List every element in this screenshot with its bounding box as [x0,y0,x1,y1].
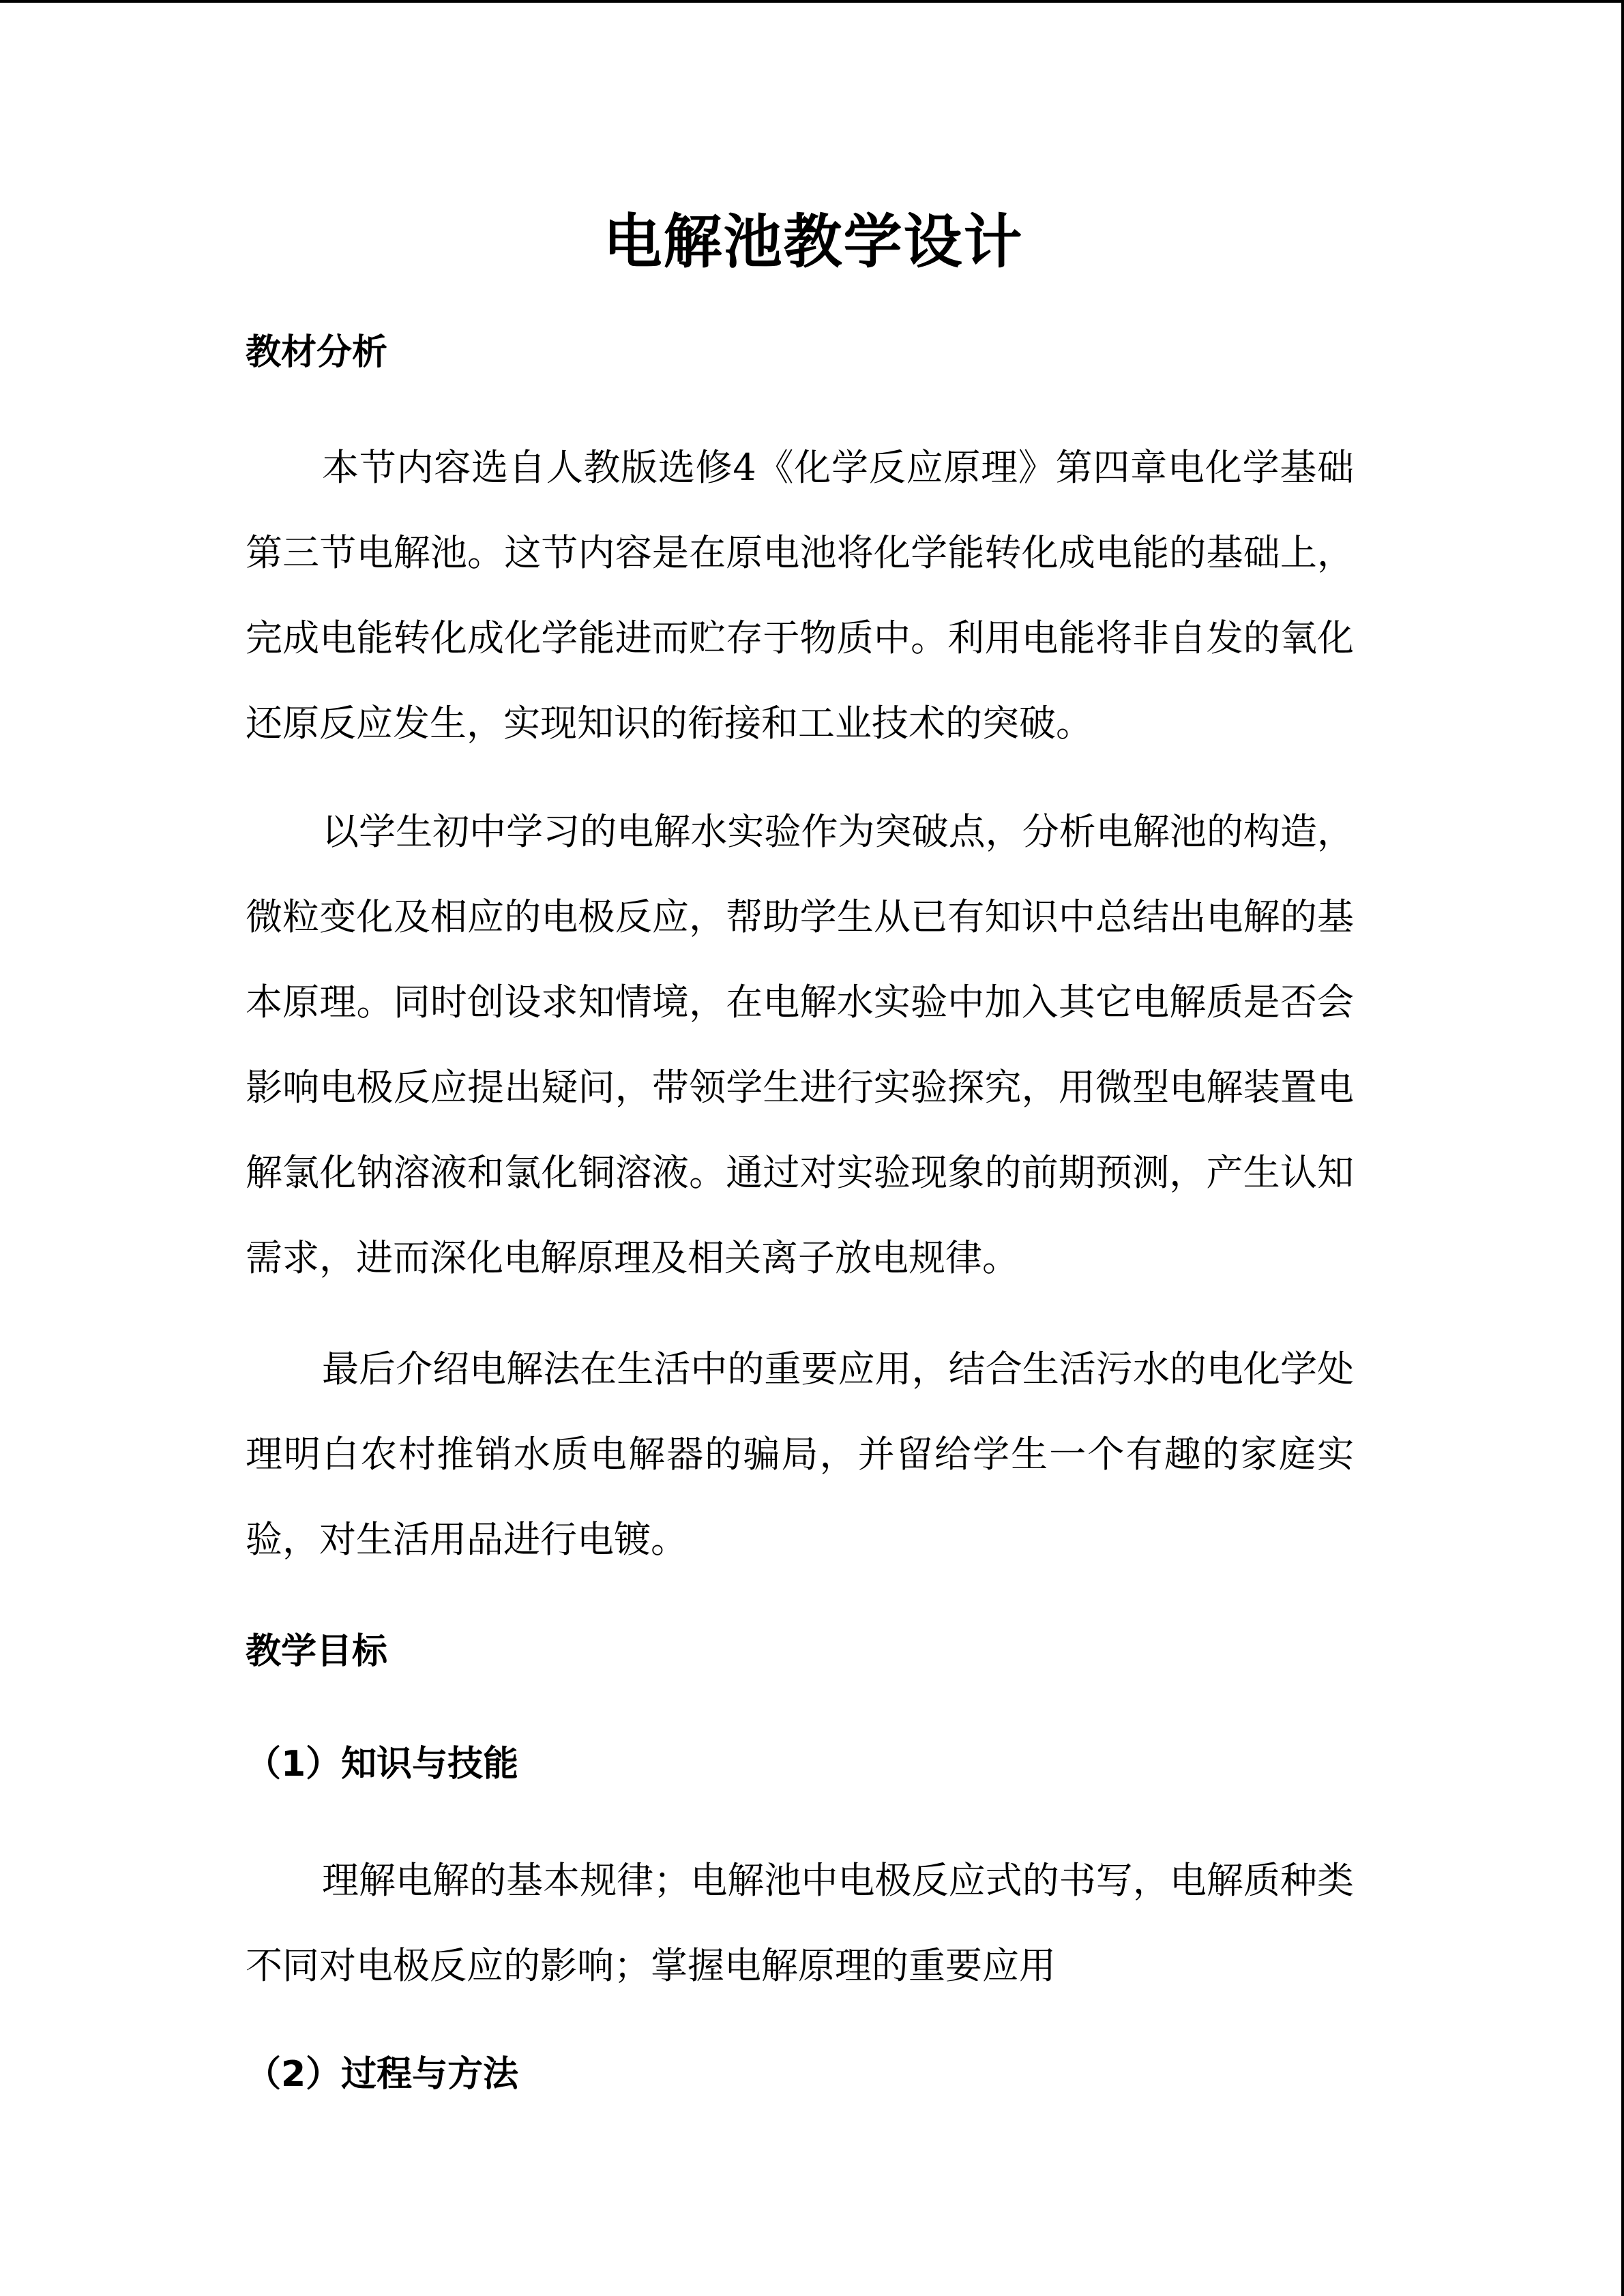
document-title: 电解池教学设计 [603,207,1024,276]
paragraph-knowledge-skills: 理解电解的基本规律；电解池中电极反应式的书写，电解质种类不同对电极反应的影响；掌握电解原理的重要应用 [246,1859,1354,1987]
paragraph-material-analysis-1: 本节内容选自人教版选修4《化学反应原理》第四章电化学基础第三节电解池。这节内容是在原电池将化学能转化成电能的基础上，完成电能转化成化学能进而贮存于物质中。利用电能将非自发的氧化还原反应发生，实现知识的衔接和工业技术的突破。 [246,446,1354,745]
page-top-border [0,0,1624,3]
paragraph-material-analysis-2: 以学生初中学习的电解水实验作为突破点，分析电解池的构造，微粒变化及相应的电极反应，帮助学生从已有知识中总结出电解的基本原理。同时创设求知情境，在电解水实验中加入其它电解质是否会影响电极反应提出疑问，带领学生进行实验探究，用微型电解装置电解氯化钠溶液和氯化铜溶液。通过对实验现象的前期预测，产生认知需求，进而深化电解原理及相关离子放电规律。 [246,810,1354,1279]
subheading-process-methods: （2）过程与方法 [246,2054,519,2095]
section-heading-material-analysis: 教材分析 [246,332,388,373]
section-heading-teaching-goals: 教学目标 [246,1631,388,1672]
paragraph-material-analysis-3: 最后介绍电解法在生活中的重要应用，结合生活污水的电化学处理明白农村推销水质电解器的骗局，并留给学生一个有趣的家庭实验，对生活用品进行电镀。 [246,1347,1354,1561]
page-right-border [1621,0,1624,2296]
subheading-knowledge-skills: （1）知识与技能 [246,1744,519,1785]
